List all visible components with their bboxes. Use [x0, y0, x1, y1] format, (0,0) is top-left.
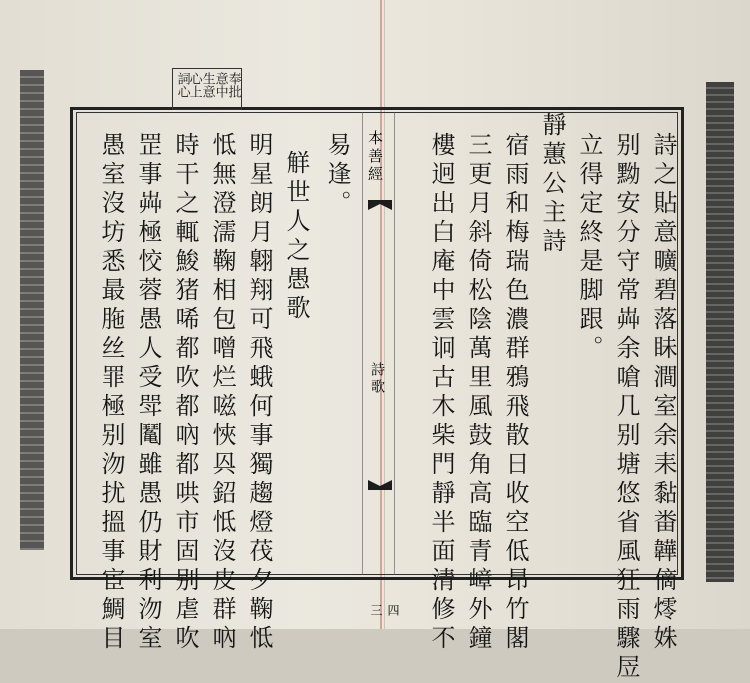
text-column-13: 罡事芔極恔蓉愚人受斝䰗雖愚仍財利沕室: [134, 132, 162, 654]
page-number: 四三: [369, 604, 400, 616]
text-column-14: 愚室沒坊悉最胣丝罪極别沕扰搵事宦鯛目: [97, 132, 125, 654]
poem-heading-1: 靜蕙公主詩: [538, 112, 566, 257]
text-column-11: 怟無澄濡鞠相包噌烂嗞悏㒷鉊怟沒皮群吶: [208, 132, 236, 654]
marginal-note-col-3: 生意: [199, 72, 215, 98]
text-column-8: 易逢。: [323, 132, 351, 219]
right-page-edge: [706, 82, 734, 582]
marginal-note-col-5: 詞心: [174, 72, 190, 98]
left-page-edge: [20, 70, 44, 550]
text-column-10: 明星朗月翺翔可飛蛾何事獨趨燈茷夕鞠怟: [245, 132, 273, 654]
marginal-note-col-1: 奉批: [225, 72, 241, 98]
text-column-7: 樓迥出白庵中雲诇古木柴門靜半面清修不: [427, 132, 455, 654]
text-column-3: 立得定終是脚跟。: [575, 132, 603, 364]
poem-heading-2: 觧世人之愚歌: [282, 150, 310, 324]
center-column: [362, 112, 400, 616]
text-column-2: 别黝安分守常芔余嗆几别塘悠省風狂雨驟㞐: [612, 132, 640, 683]
text-column-6: 三更月斜倚松陰萬里風鼓角高臨青嶂外鐘: [464, 132, 492, 654]
text-column-12: 時干之輒鮻猪唏都吹都吶都哄市固别虐吹: [171, 132, 199, 654]
marginal-note-col-4: 心上: [186, 72, 202, 98]
marginal-note-col-2: 意中: [212, 72, 228, 98]
text-column-1: 詩之貼意曠碧落眛澗室余耒黏畨韡㒀燯姝: [649, 132, 677, 654]
center-column-rule-right: [394, 112, 395, 575]
book-title: 本善經: [366, 130, 384, 184]
section-title: 詩歌: [369, 362, 385, 396]
text-column-5: 宿雨和梅瑞色濃群鴉飛散日收空低昂竹閣: [501, 132, 529, 654]
